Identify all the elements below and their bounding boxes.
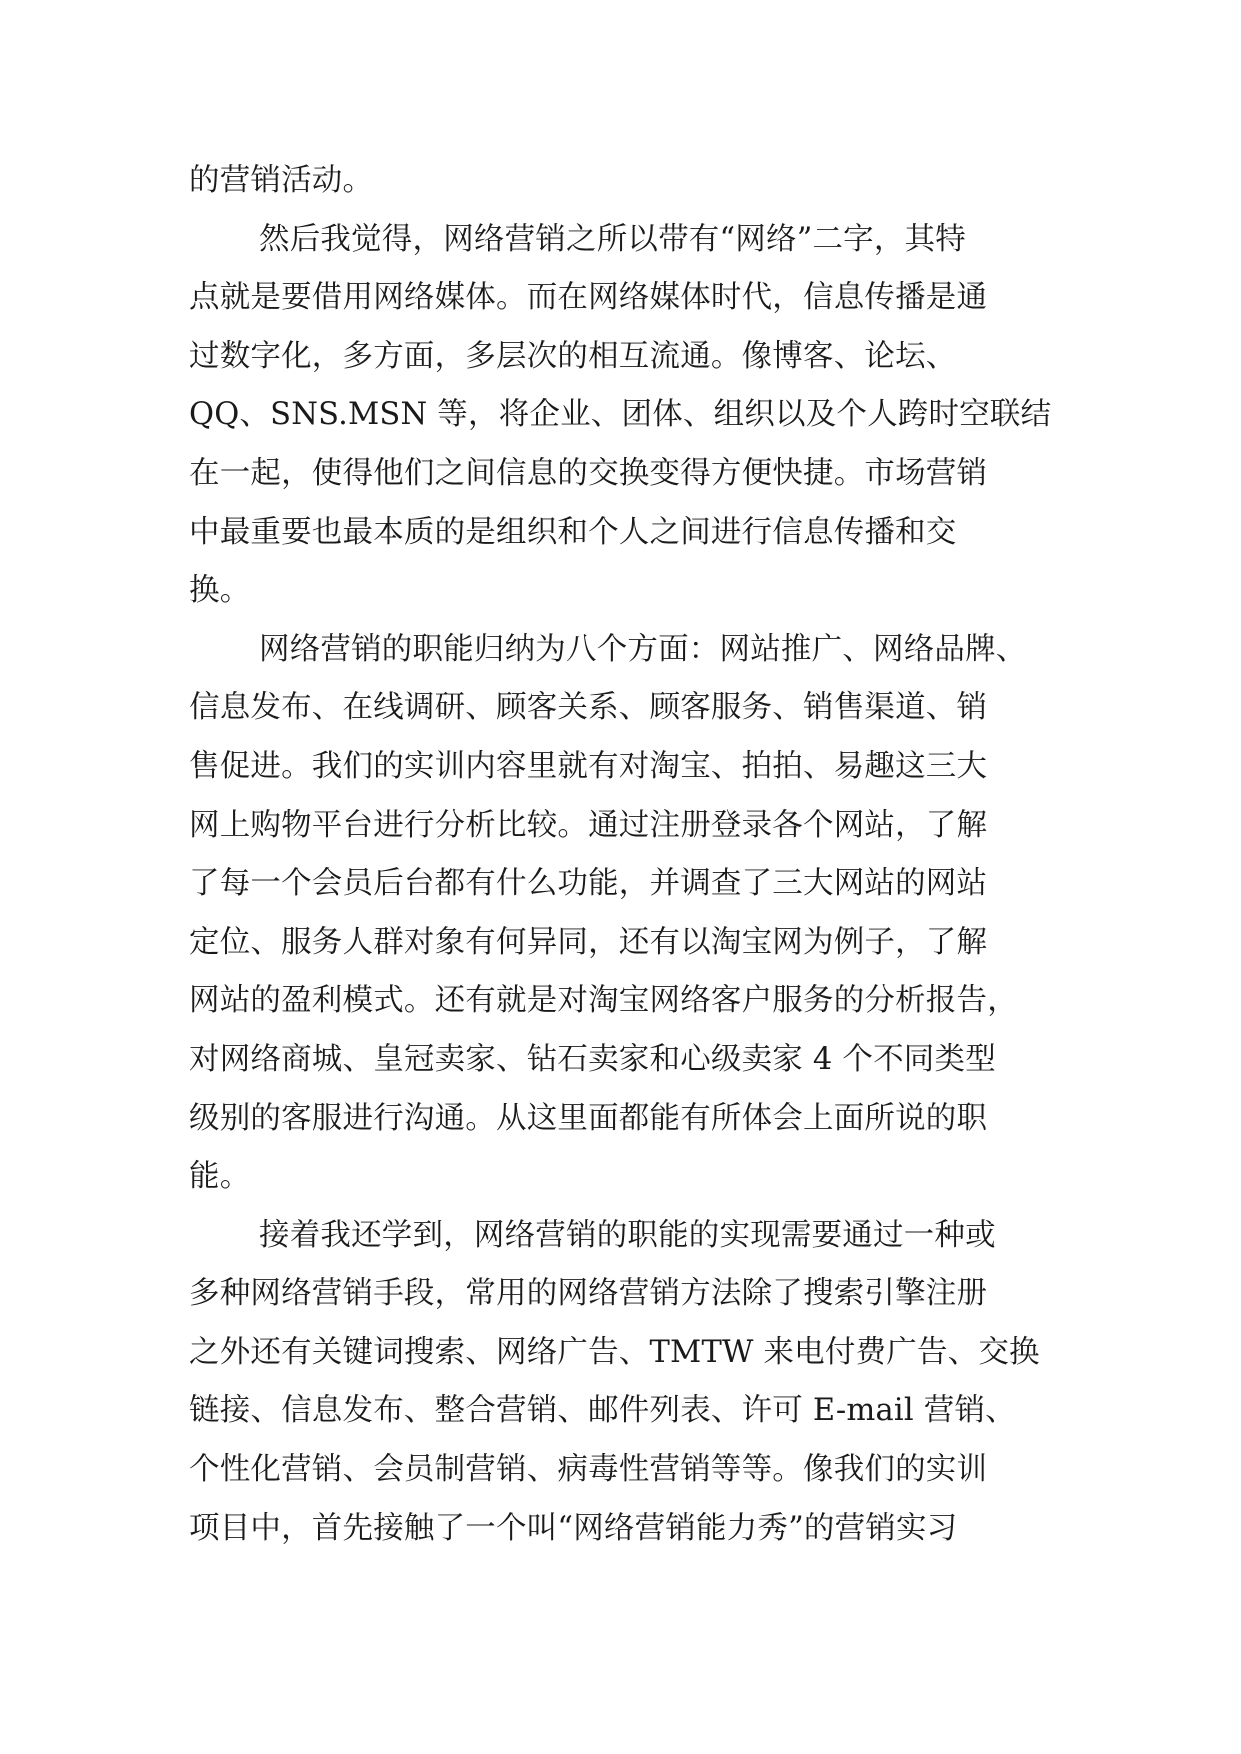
text-line: 售促进。我们的实训内容里就有对淘宝、拍拍、易趣这三大 — [189, 748, 988, 784]
text-line: 定位、服务人群对象有何异同，还有以淘宝网为例子，了解 — [189, 924, 988, 960]
text-line: 之外还有关键词搜索、网络广告、TMTW 来电付费广告、交换 — [189, 1334, 1040, 1370]
text-line: 网站的盈利模式。还有就是对淘宝网络客户服务的分析报告， — [189, 983, 1018, 1019]
text-line: 中最重要也最本质的是组织和个人之间进行信息传播和交 — [189, 514, 957, 550]
paragraph-first-line: 接着我还学到，网络营销的职能的实现需要通过一种或 — [259, 1217, 996, 1253]
paragraph-first-line: 然后我觉得，网络营销之所以带有“网络”二字，其特 — [259, 221, 966, 257]
text-line: 级别的客服进行沟通。从这里面都能有所体会上面所说的职 — [189, 1100, 988, 1136]
text-line: QQ、SNS.MSN 等，将企业、团体、组织以及个人跨时空联结 — [189, 397, 1052, 433]
text-line: 在一起，使得他们之间信息的交换变得方便快捷。市场营销 — [189, 455, 988, 491]
text-line: 个性化营销、会员制营销、病毒性营销等等。像我们的实训 — [189, 1452, 988, 1488]
document-body — [189, 152, 1052, 1558]
text-line: 信息发布、在线调研、顾客关系、顾客服务、销售渠道、销 — [189, 690, 988, 726]
text-line: 换。 — [189, 573, 251, 609]
text-line: 过数字化，多方面，多层次的相互流通。像博客、论坛、 — [189, 338, 957, 374]
text-line: 网上购物平台进行分析比较。通过注册登录各个网站，了解 — [189, 807, 988, 843]
text-line: 点就是要借用网络媒体。而在网络媒体时代，信息传播是通 — [189, 280, 988, 316]
text-line: 项目中，首先接触了一个叫“网络营销能力秀”的营销实习 — [189, 1510, 958, 1546]
paragraph-first-line: 网络营销的职能归纳为八个方面：网站推广、网络品牌、 — [259, 631, 1027, 667]
text-line: 能。 — [189, 1159, 251, 1195]
text-line: 链接、信息发布、整合营销、邮件列表、许可 E-mail 营销、 — [189, 1393, 1016, 1429]
text-line: 的营销活动。 — [189, 163, 374, 198]
text-line: 多种网络营销手段，常用的网络营销方法除了搜索引擎注册 — [189, 1276, 988, 1312]
text-line: 了每一个会员后台都有什么功能，并调查了三大网站的网站 — [189, 866, 988, 902]
text-line: 对网络商城、皇冠卖家、钻石卖家和心级卖家 4 个不同类型 — [189, 1041, 996, 1077]
